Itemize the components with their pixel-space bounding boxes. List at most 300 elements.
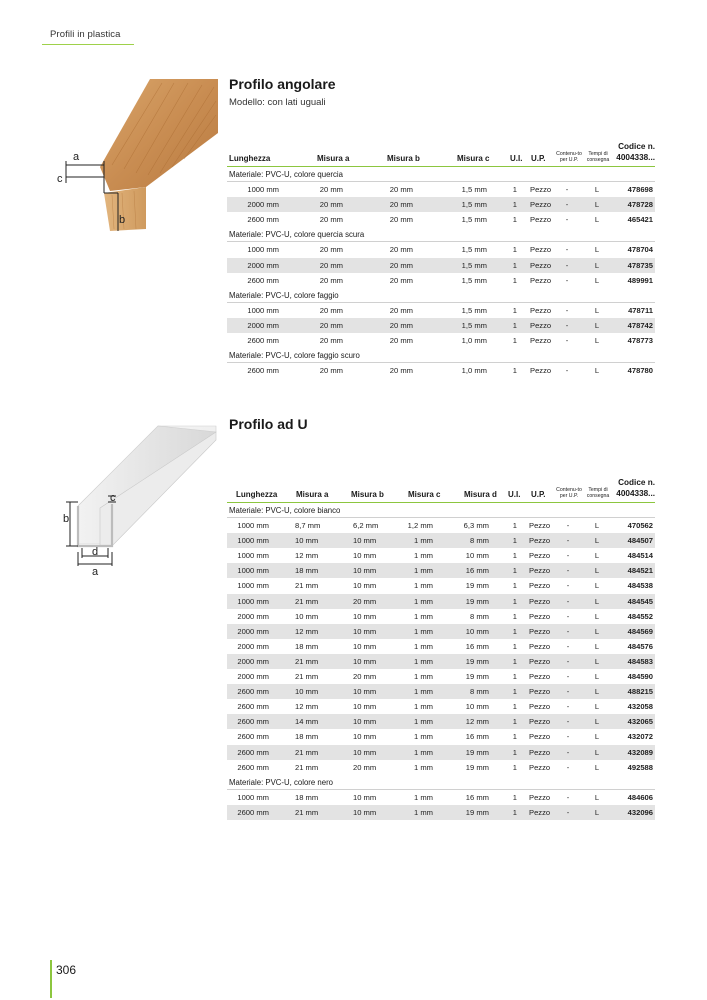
cell-up: Pezzo bbox=[529, 672, 551, 682]
cell-codice: 484514 bbox=[627, 551, 653, 561]
cell-misura-b: 20 mm bbox=[389, 200, 413, 210]
cell-misura-d: 19 mm bbox=[465, 807, 489, 817]
cell-misura-d: 8 mm bbox=[470, 611, 489, 621]
cell-codice: 478711 bbox=[628, 305, 653, 315]
cell-misura-c: 1 mm bbox=[414, 717, 433, 727]
cell-lunghezza: 2600 mm bbox=[237, 762, 269, 772]
cell-codice: 484545 bbox=[627, 596, 653, 606]
cell-ui: 1 bbox=[512, 626, 517, 636]
cell-contenuto: - bbox=[566, 626, 570, 636]
cell-misura-c: 1,5 mm bbox=[461, 305, 487, 315]
cell-lunghezza: 2000 mm bbox=[247, 260, 279, 270]
col-tempi: Tempi di consegna bbox=[586, 151, 610, 163]
table-row bbox=[227, 578, 655, 593]
cell-misura-c: 1 mm bbox=[414, 581, 433, 591]
cell-codice: 432089 bbox=[627, 747, 653, 757]
cell-up: Pezzo bbox=[529, 521, 551, 531]
col-contenuto: Contenu-to per U.P. bbox=[556, 487, 582, 499]
cell-misura-d: 10 mm bbox=[465, 551, 489, 561]
cell-codice: 492588 bbox=[627, 762, 653, 772]
cell-tempi: L bbox=[594, 566, 600, 576]
cell-tempi: L bbox=[594, 611, 600, 621]
table-row bbox=[227, 729, 655, 744]
cell-misura-b: 20 mm bbox=[389, 260, 413, 270]
table-row bbox=[227, 745, 655, 760]
cell-codice: 489991 bbox=[627, 275, 653, 285]
table-row bbox=[227, 805, 655, 820]
cell-misura-b: 10 mm bbox=[353, 551, 377, 561]
u-dim-label-b: b bbox=[63, 513, 70, 525]
col-misura-c: Misura c bbox=[408, 490, 441, 499]
cell-lunghezza: 1000 mm bbox=[237, 551, 269, 561]
cell-misura-b: 10 mm bbox=[353, 747, 377, 757]
cell-misura-c: 1 mm bbox=[414, 596, 433, 606]
cell-misura-c: 1 mm bbox=[414, 747, 433, 757]
cell-up: Pezzo bbox=[529, 702, 551, 712]
cell-misura-b: 10 mm bbox=[353, 732, 377, 742]
table-row bbox=[227, 533, 655, 548]
cell-codice: 478698 bbox=[627, 185, 653, 195]
cell-tempi: L bbox=[594, 536, 600, 546]
cell-contenuto: - bbox=[566, 792, 570, 802]
cell-misura-b: 20 mm bbox=[389, 305, 413, 315]
cell-codice: 478742 bbox=[627, 320, 653, 330]
cell-misura-d: 19 mm bbox=[465, 656, 489, 666]
cell-tempi: L bbox=[594, 215, 600, 225]
col-misura-b: Misura b bbox=[351, 490, 384, 499]
cell-codice: 478728 bbox=[627, 200, 653, 210]
cell-tempi: L bbox=[594, 260, 600, 270]
table-header bbox=[227, 130, 655, 167]
cell-ui: 1 bbox=[512, 717, 517, 727]
cell-codice: 484521 bbox=[627, 566, 653, 576]
cell-tempi: L bbox=[594, 320, 600, 330]
cell-misura-a: 20 mm bbox=[319, 200, 343, 210]
cell-codice: 432072 bbox=[627, 732, 653, 742]
cell-lunghezza: 1000 mm bbox=[237, 596, 269, 606]
table-row bbox=[227, 548, 655, 563]
cell-misura-c: 1 mm bbox=[414, 641, 433, 651]
table-row bbox=[227, 699, 655, 714]
cell-misura-d: 19 mm bbox=[465, 747, 489, 757]
cell-up: Pezzo bbox=[529, 626, 551, 636]
cell-ui: 1 bbox=[512, 336, 517, 346]
col-up: U.P. bbox=[531, 490, 546, 499]
cell-ui: 1 bbox=[512, 792, 517, 802]
cell-ui: 1 bbox=[512, 656, 517, 666]
cell-misura-c: 1,5 mm bbox=[461, 200, 487, 210]
cell-ui: 1 bbox=[512, 215, 517, 225]
cell-contenuto: - bbox=[566, 581, 570, 591]
material-row: Materiale: PVC-U, colore quercia scura bbox=[227, 227, 655, 242]
cell-contenuto: - bbox=[565, 260, 569, 270]
cell-tempi: L bbox=[594, 807, 600, 817]
cell-misura-a: 10 mm bbox=[295, 536, 319, 546]
cell-ui: 1 bbox=[512, 687, 517, 697]
table-row bbox=[227, 197, 655, 212]
cell-contenuto: - bbox=[566, 732, 570, 742]
cell-ui: 1 bbox=[512, 702, 517, 712]
cell-tempi: L bbox=[594, 366, 600, 376]
cell-codice: 484538 bbox=[627, 581, 653, 591]
cell-up: Pezzo bbox=[530, 245, 552, 255]
cell-lunghezza: 1000 mm bbox=[237, 566, 269, 576]
cell-misura-a: 12 mm bbox=[295, 626, 319, 636]
cell-up: Pezzo bbox=[530, 200, 552, 210]
cell-tempi: L bbox=[594, 687, 600, 697]
cell-up: Pezzo bbox=[530, 336, 552, 346]
cell-misura-b: 10 mm bbox=[353, 717, 377, 727]
cell-misura-a: 20 mm bbox=[319, 336, 343, 346]
cell-contenuto: - bbox=[565, 200, 569, 210]
cell-misura-b: 20 mm bbox=[389, 215, 413, 225]
cell-ui: 1 bbox=[512, 200, 517, 210]
cell-lunghezza: 1000 mm bbox=[237, 536, 269, 546]
cell-contenuto: - bbox=[565, 336, 569, 346]
cell-up: Pezzo bbox=[529, 566, 551, 576]
cell-contenuto: - bbox=[566, 596, 570, 606]
table-row bbox=[227, 518, 655, 533]
cell-up: Pezzo bbox=[529, 581, 551, 591]
cell-contenuto: - bbox=[565, 185, 569, 195]
cell-up: Pezzo bbox=[529, 656, 551, 666]
cell-contenuto: - bbox=[566, 641, 570, 651]
cell-tempi: L bbox=[594, 200, 600, 210]
u-dim-label-a: a bbox=[92, 566, 99, 578]
cell-codice: 484576 bbox=[627, 641, 653, 651]
cell-misura-d: 12 mm bbox=[465, 717, 489, 727]
cell-up: Pezzo bbox=[529, 717, 551, 727]
cell-codice: 470562 bbox=[627, 521, 653, 531]
cell-contenuto: - bbox=[566, 702, 570, 712]
cell-ui: 1 bbox=[512, 747, 517, 757]
cell-misura-b: 10 mm bbox=[353, 702, 377, 712]
cell-misura-a: 18 mm bbox=[295, 732, 319, 742]
col-codice: Codice n. bbox=[618, 478, 655, 487]
cell-contenuto: - bbox=[566, 672, 570, 682]
cell-tempi: L bbox=[594, 551, 600, 561]
angle-profile-table bbox=[227, 130, 655, 378]
table-header bbox=[227, 466, 655, 503]
cell-ui: 1 bbox=[512, 366, 517, 376]
cell-ui: 1 bbox=[512, 536, 517, 546]
cell-misura-a: 20 mm bbox=[319, 320, 343, 330]
cell-codice: 432058 bbox=[627, 702, 653, 712]
cell-misura-a: 20 mm bbox=[319, 245, 343, 255]
u-dim-label-d: d bbox=[92, 546, 99, 558]
angle-profile-top-face bbox=[100, 79, 218, 191]
cell-misura-b: 10 mm bbox=[353, 807, 377, 817]
section2-title: Profilo ad U bbox=[229, 416, 308, 432]
table-row bbox=[227, 624, 655, 639]
cell-misura-a: 10 mm bbox=[295, 687, 319, 697]
cell-misura-d: 10 mm bbox=[465, 702, 489, 712]
cell-ui: 1 bbox=[512, 260, 517, 270]
cell-ui: 1 bbox=[512, 566, 517, 576]
cell-misura-a: 12 mm bbox=[295, 702, 319, 712]
table-row bbox=[227, 654, 655, 669]
cell-lunghezza: 1000 mm bbox=[247, 245, 279, 255]
cell-ui: 1 bbox=[512, 596, 517, 606]
cell-misura-a: 12 mm bbox=[295, 551, 319, 561]
cell-misura-c: 1 mm bbox=[414, 702, 433, 712]
cell-contenuto: - bbox=[565, 215, 569, 225]
u-profile-illustration bbox=[60, 422, 220, 582]
cell-misura-d: 10 mm bbox=[465, 626, 489, 636]
cell-misura-b: 10 mm bbox=[353, 566, 377, 576]
cell-up: Pezzo bbox=[530, 320, 552, 330]
cell-lunghezza: 2600 mm bbox=[237, 717, 269, 727]
col-lunghezza: Lunghezza bbox=[236, 490, 278, 499]
material-row: Materiale: PVC-U, colore bianco bbox=[227, 503, 655, 518]
table-body bbox=[227, 167, 655, 378]
cell-up: Pezzo bbox=[529, 732, 551, 742]
cell-contenuto: - bbox=[566, 566, 570, 576]
cell-lunghezza: 2600 mm bbox=[247, 215, 279, 225]
cell-misura-c: 1,5 mm bbox=[461, 245, 487, 255]
cell-contenuto: - bbox=[565, 275, 569, 285]
cell-misura-b: 10 mm bbox=[353, 611, 377, 621]
cell-misura-c: 1 mm bbox=[414, 792, 433, 802]
cell-up: Pezzo bbox=[529, 807, 551, 817]
cell-lunghezza: 2600 mm bbox=[237, 702, 269, 712]
cell-ui: 1 bbox=[512, 611, 517, 621]
cell-up: Pezzo bbox=[530, 275, 552, 285]
cell-contenuto: - bbox=[566, 762, 570, 772]
cell-misura-d: 8 mm bbox=[470, 687, 489, 697]
cell-tempi: L bbox=[594, 717, 600, 727]
cell-contenuto: - bbox=[566, 807, 570, 817]
cell-misura-c: 1,5 mm bbox=[461, 275, 487, 285]
cell-ui: 1 bbox=[512, 762, 517, 772]
cell-misura-a: 21 mm bbox=[295, 581, 319, 591]
cell-misura-a: 20 mm bbox=[319, 366, 343, 376]
cell-misura-c: 1 mm bbox=[414, 807, 433, 817]
cell-ui: 1 bbox=[512, 245, 517, 255]
cell-tempi: L bbox=[594, 626, 600, 636]
cell-misura-c: 1,5 mm bbox=[461, 185, 487, 195]
cell-codice: 478773 bbox=[627, 336, 653, 346]
cell-misura-b: 20 mm bbox=[389, 185, 413, 195]
table-row bbox=[227, 363, 655, 378]
cell-misura-b: 10 mm bbox=[353, 687, 377, 697]
cell-misura-d: 19 mm bbox=[465, 762, 489, 772]
cell-codice: 484552 bbox=[627, 611, 653, 621]
cell-lunghezza: 1000 mm bbox=[247, 305, 279, 315]
cell-misura-c: 1 mm bbox=[414, 536, 433, 546]
table-body bbox=[227, 503, 655, 820]
cell-misura-c: 1,0 mm bbox=[461, 336, 487, 346]
cell-misura-d: 16 mm bbox=[465, 641, 489, 651]
cell-ui: 1 bbox=[512, 521, 517, 531]
cell-misura-b: 20 mm bbox=[389, 275, 413, 285]
table-row bbox=[227, 563, 655, 578]
col-codice-prefix: 4004338... bbox=[616, 153, 655, 162]
cell-misura-c: 1,5 mm bbox=[461, 260, 487, 270]
cell-lunghezza: 2600 mm bbox=[247, 336, 279, 346]
cell-tempi: L bbox=[594, 521, 600, 531]
cell-contenuto: - bbox=[566, 521, 570, 531]
cell-up: Pezzo bbox=[529, 762, 551, 772]
page-number: 306 bbox=[56, 963, 77, 977]
cell-misura-d: 19 mm bbox=[465, 596, 489, 606]
cell-codice: 484590 bbox=[627, 672, 653, 682]
cell-misura-d: 16 mm bbox=[465, 566, 489, 576]
col-contenuto: Contenu-to per U.P. bbox=[556, 151, 582, 163]
cell-tempi: L bbox=[594, 185, 600, 195]
col-misura-c: Misura c bbox=[457, 154, 490, 163]
cell-misura-a: 20 mm bbox=[319, 305, 343, 315]
dim-label-c: c bbox=[57, 173, 63, 185]
table-row bbox=[227, 273, 655, 288]
cell-misura-a: 8,7 mm bbox=[295, 521, 321, 531]
table-row bbox=[227, 594, 655, 609]
cell-misura-c: 1 mm bbox=[414, 762, 433, 772]
cell-misura-d: 8 mm bbox=[470, 536, 489, 546]
cell-misura-c: 1 mm bbox=[414, 732, 433, 742]
col-tempi: Tempi di consegna bbox=[586, 487, 610, 499]
col-misura-a: Misura a bbox=[317, 154, 350, 163]
cell-up: Pezzo bbox=[530, 215, 552, 225]
cell-contenuto: - bbox=[566, 551, 570, 561]
material-row: Materiale: PVC-U, colore quercia bbox=[227, 167, 655, 182]
material-row: Materiale: PVC-U, colore faggio scuro bbox=[227, 348, 655, 363]
cell-up: Pezzo bbox=[530, 185, 552, 195]
cell-ui: 1 bbox=[512, 320, 517, 330]
cell-misura-b: 20 mm bbox=[389, 320, 413, 330]
cell-contenuto: - bbox=[566, 717, 570, 727]
table-row bbox=[227, 790, 655, 805]
cell-misura-c: 1 mm bbox=[414, 566, 433, 576]
cell-ui: 1 bbox=[512, 581, 517, 591]
cell-tempi: L bbox=[594, 581, 600, 591]
cell-codice: 484583 bbox=[627, 656, 653, 666]
cell-contenuto: - bbox=[565, 305, 569, 315]
cell-misura-b: 20 mm bbox=[353, 672, 377, 682]
cell-ui: 1 bbox=[512, 305, 517, 315]
cell-codice: 484606 bbox=[627, 792, 653, 802]
cell-tempi: L bbox=[594, 792, 600, 802]
running-header: Profili in plastica bbox=[50, 29, 121, 40]
cell-misura-d: 6,3 mm bbox=[463, 521, 489, 531]
section1-title: Profilo angolare bbox=[229, 76, 336, 92]
cell-misura-b: 10 mm bbox=[353, 792, 377, 802]
cell-ui: 1 bbox=[512, 807, 517, 817]
cell-misura-b: 20 mm bbox=[389, 245, 413, 255]
cell-lunghezza: 1000 mm bbox=[247, 185, 279, 195]
table-row bbox=[227, 669, 655, 684]
dim-label-b: b bbox=[119, 214, 126, 226]
cell-tempi: L bbox=[594, 245, 600, 255]
cell-tempi: L bbox=[594, 305, 600, 315]
cell-lunghezza: 2000 mm bbox=[237, 641, 269, 651]
cell-misura-b: 20 mm bbox=[389, 366, 413, 376]
cell-misura-a: 14 mm bbox=[295, 717, 319, 727]
cell-up: Pezzo bbox=[529, 596, 551, 606]
cell-misura-c: 1 mm bbox=[414, 611, 433, 621]
cell-contenuto: - bbox=[566, 656, 570, 666]
dim-label-a: a bbox=[73, 151, 80, 163]
cell-up: Pezzo bbox=[529, 611, 551, 621]
cell-misura-b: 10 mm bbox=[353, 641, 377, 651]
cell-codice: 488215 bbox=[627, 687, 653, 697]
cell-misura-a: 18 mm bbox=[295, 792, 319, 802]
cell-misura-a: 18 mm bbox=[295, 641, 319, 651]
table-row bbox=[227, 684, 655, 699]
col-up: U.P. bbox=[531, 154, 546, 163]
col-ui: U.I. bbox=[510, 154, 523, 163]
cell-lunghezza: 2000 mm bbox=[237, 672, 269, 682]
cell-up: Pezzo bbox=[530, 260, 552, 270]
cell-ui: 1 bbox=[512, 551, 517, 561]
cell-contenuto: - bbox=[565, 320, 569, 330]
cell-lunghezza: 2600 mm bbox=[247, 366, 279, 376]
cell-tempi: L bbox=[594, 596, 600, 606]
cell-lunghezza: 1000 mm bbox=[237, 521, 269, 531]
cell-tempi: L bbox=[594, 702, 600, 712]
cell-misura-a: 21 mm bbox=[295, 747, 319, 757]
cell-tempi: L bbox=[594, 747, 600, 757]
cell-tempi: L bbox=[594, 275, 600, 285]
table-row bbox=[227, 258, 655, 273]
cell-up: Pezzo bbox=[529, 536, 551, 546]
cell-tempi: L bbox=[594, 656, 600, 666]
table-row bbox=[227, 639, 655, 654]
cell-contenuto: - bbox=[566, 747, 570, 757]
cell-misura-b: 10 mm bbox=[353, 626, 377, 636]
cell-misura-d: 16 mm bbox=[465, 792, 489, 802]
col-misura-b: Misura b bbox=[387, 154, 420, 163]
cell-misura-b: 10 mm bbox=[353, 536, 377, 546]
cell-codice: 484507 bbox=[627, 536, 653, 546]
cell-tempi: L bbox=[594, 672, 600, 682]
cell-codice: 484569 bbox=[627, 626, 653, 636]
cell-misura-c: 1 mm bbox=[414, 687, 433, 697]
cell-misura-a: 21 mm bbox=[295, 656, 319, 666]
cell-misura-a: 20 mm bbox=[319, 260, 343, 270]
table-row bbox=[227, 714, 655, 729]
cell-codice: 465421 bbox=[627, 215, 653, 225]
cell-misura-b: 10 mm bbox=[353, 581, 377, 591]
cell-ui: 1 bbox=[512, 185, 517, 195]
cell-lunghezza: 2600 mm bbox=[237, 807, 269, 817]
cell-misura-b: 10 mm bbox=[353, 656, 377, 666]
cell-misura-a: 21 mm bbox=[295, 672, 319, 682]
cell-ui: 1 bbox=[512, 275, 517, 285]
cell-misura-c: 1,5 mm bbox=[461, 320, 487, 330]
cell-up: Pezzo bbox=[529, 747, 551, 757]
cell-lunghezza: 2600 mm bbox=[237, 732, 269, 742]
cell-codice: 432065 bbox=[627, 717, 653, 727]
cell-tempi: L bbox=[594, 641, 600, 651]
cell-lunghezza: 2000 mm bbox=[247, 320, 279, 330]
cell-up: Pezzo bbox=[530, 366, 552, 376]
cell-misura-a: 20 mm bbox=[319, 275, 343, 285]
u-profile-table bbox=[227, 466, 655, 820]
cell-contenuto: - bbox=[566, 687, 570, 697]
table-row bbox=[227, 760, 655, 775]
col-codice: Codice n. bbox=[618, 142, 655, 151]
cell-misura-c: 1 mm bbox=[414, 626, 433, 636]
cell-misura-c: 1 mm bbox=[414, 672, 433, 682]
material-row: Materiale: PVC-U, colore faggio bbox=[227, 288, 655, 303]
cell-misura-a: 18 mm bbox=[295, 566, 319, 576]
cell-contenuto: - bbox=[565, 245, 569, 255]
cell-misura-b: 20 mm bbox=[353, 596, 377, 606]
cell-misura-a: 10 mm bbox=[295, 611, 319, 621]
cell-codice: 478780 bbox=[627, 366, 653, 376]
cell-up: Pezzo bbox=[530, 305, 552, 315]
